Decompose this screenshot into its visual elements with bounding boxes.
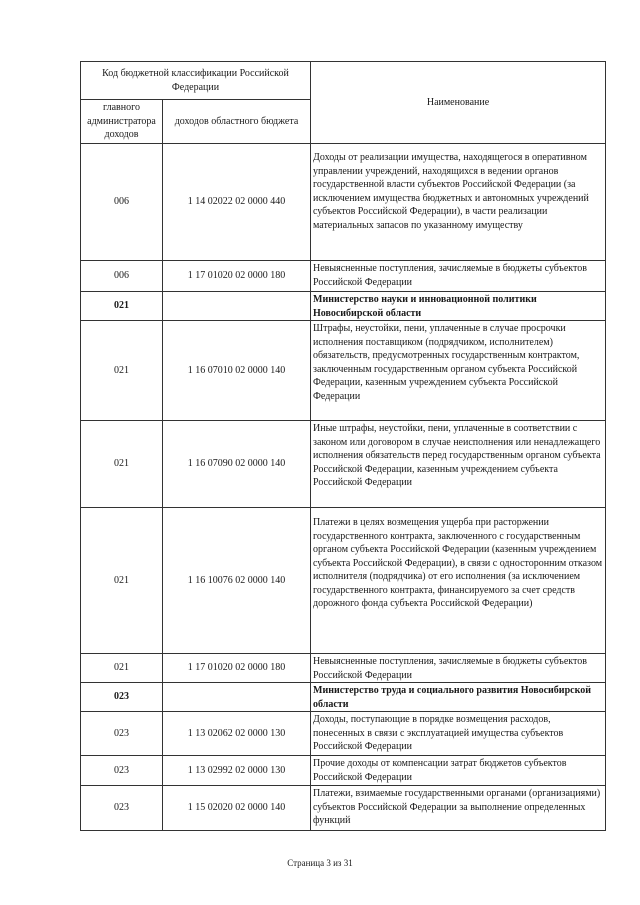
name-cell: Штрафы, неустойки, пени, уплаченные в случае просрочки исполнения поставщиком (подрядчиком, исполнителем) обязательств, предусмотренных государственным контрактом, заключенным государственным органом субъекта Российской Федерации, казенным учреждением субъекта Российской Федерации [311, 321, 606, 421]
revenue-code-cell: 1 13 02992 02 0000 130 [163, 756, 311, 786]
table-row [81, 144, 606, 261]
table-row [81, 654, 606, 683]
name-cell: Невыясненные поступления, зачисляемые в бюджеты субъектов Российской Федерации [311, 261, 606, 292]
name-cell: Иные штрафы, неустойки, пени, уплаченные в соответствии с законом или договором в случае неисполнения или ненадлежащего исполнения обязательств перед государственным органом субъекта Российской Федерации, казенным учреждением субъекта Российской Федерации [311, 421, 606, 508]
admin-code-cell: 021 [81, 654, 163, 683]
admin-code-cell: 023 [81, 712, 163, 756]
header-revenue: доходов областного бюджета [163, 100, 311, 144]
name-cell: Платежи, взимаемые государственными органами (организациями) субъектов Российской Федерации за выполнение определенных функций [311, 786, 606, 831]
ministry-row [81, 683, 606, 712]
revenue-code-cell: 1 14 02022 02 0000 440 [163, 144, 311, 261]
revenue-code-cell: 1 16 07090 02 0000 140 [163, 421, 311, 508]
admin-code-cell: 023 [81, 683, 163, 712]
admin-code-cell: 006 [81, 261, 163, 292]
ministry-name-cell: Министерство труда и социального развития Новосибирской области [311, 683, 606, 712]
table-row [81, 508, 606, 654]
header-admin: главного администратора доходов [81, 100, 163, 144]
ministry-row [81, 292, 606, 321]
revenue-code-cell [163, 683, 311, 712]
revenue-code-cell [163, 292, 311, 321]
admin-code-cell: 006 [81, 144, 163, 261]
revenue-code-cell: 1 15 02020 02 0000 140 [163, 786, 311, 831]
header-name: Наименование [311, 62, 606, 144]
name-cell: Платежи в целях возмещения ущерба при расторжении государственного контракта, заключенного с государственным органом субъекта Российской Федерации (казенным учреждением субъекта Российской Федерации), в связи с односторонним отказом исполнителя (подрядчика) от его исполнения (за исключением государственного контракта, финансируемого за счет средств дорожного фонда субъекта Российской Федерации) [311, 508, 606, 654]
name-cell: Прочие доходы от компенсации затрат бюджетов субъектов Российской Федерации [311, 756, 606, 786]
admin-code-cell: 021 [81, 321, 163, 421]
table-row [81, 321, 606, 421]
name-cell: Доходы, поступающие в порядке возмещения расходов, понесенных в связи с эксплуатацией имущества субъектов Российской Федерации [311, 712, 606, 756]
admin-code-cell: 021 [81, 421, 163, 508]
revenue-code-cell: 1 17 01020 02 0000 180 [163, 261, 311, 292]
table-row [81, 421, 606, 508]
table-row [81, 786, 606, 831]
admin-code-cell: 021 [81, 292, 163, 321]
header-row-top [81, 62, 606, 100]
revenue-code-cell: 1 16 07010 02 0000 140 [163, 321, 311, 421]
admin-code-cell: 023 [81, 786, 163, 831]
header-code-group: Код бюджетной классификации Российской Федерации [81, 62, 311, 100]
table-row [81, 261, 606, 292]
admin-code-cell: 023 [81, 756, 163, 786]
admin-code-cell: 021 [81, 508, 163, 654]
budget-classification-table [80, 61, 606, 831]
name-cell: Доходы от реализации имущества, находящегося в оперативном управлении учреждений, находящихся в ведении органов государственной власти субъектов Российской Федерации (за исключением имущества бюджетных и автономных учреждений субъектов Российской Федерации), в части реализации материальных запасов по указанному имуществу [311, 144, 606, 261]
table-row [81, 712, 606, 756]
revenue-code-cell: 1 13 02062 02 0000 130 [163, 712, 311, 756]
revenue-code-cell: 1 17 01020 02 0000 180 [163, 654, 311, 683]
table-row [81, 756, 606, 786]
revenue-code-cell: 1 16 10076 02 0000 140 [163, 508, 311, 654]
ministry-name-cell: Министерство науки и инновационной политики Новосибирской области [311, 292, 606, 321]
page-number: Страница 3 из 31 [287, 858, 353, 868]
name-cell: Невыясненные поступления, зачисляемые в бюджеты субъектов Российской Федерации [311, 654, 606, 683]
